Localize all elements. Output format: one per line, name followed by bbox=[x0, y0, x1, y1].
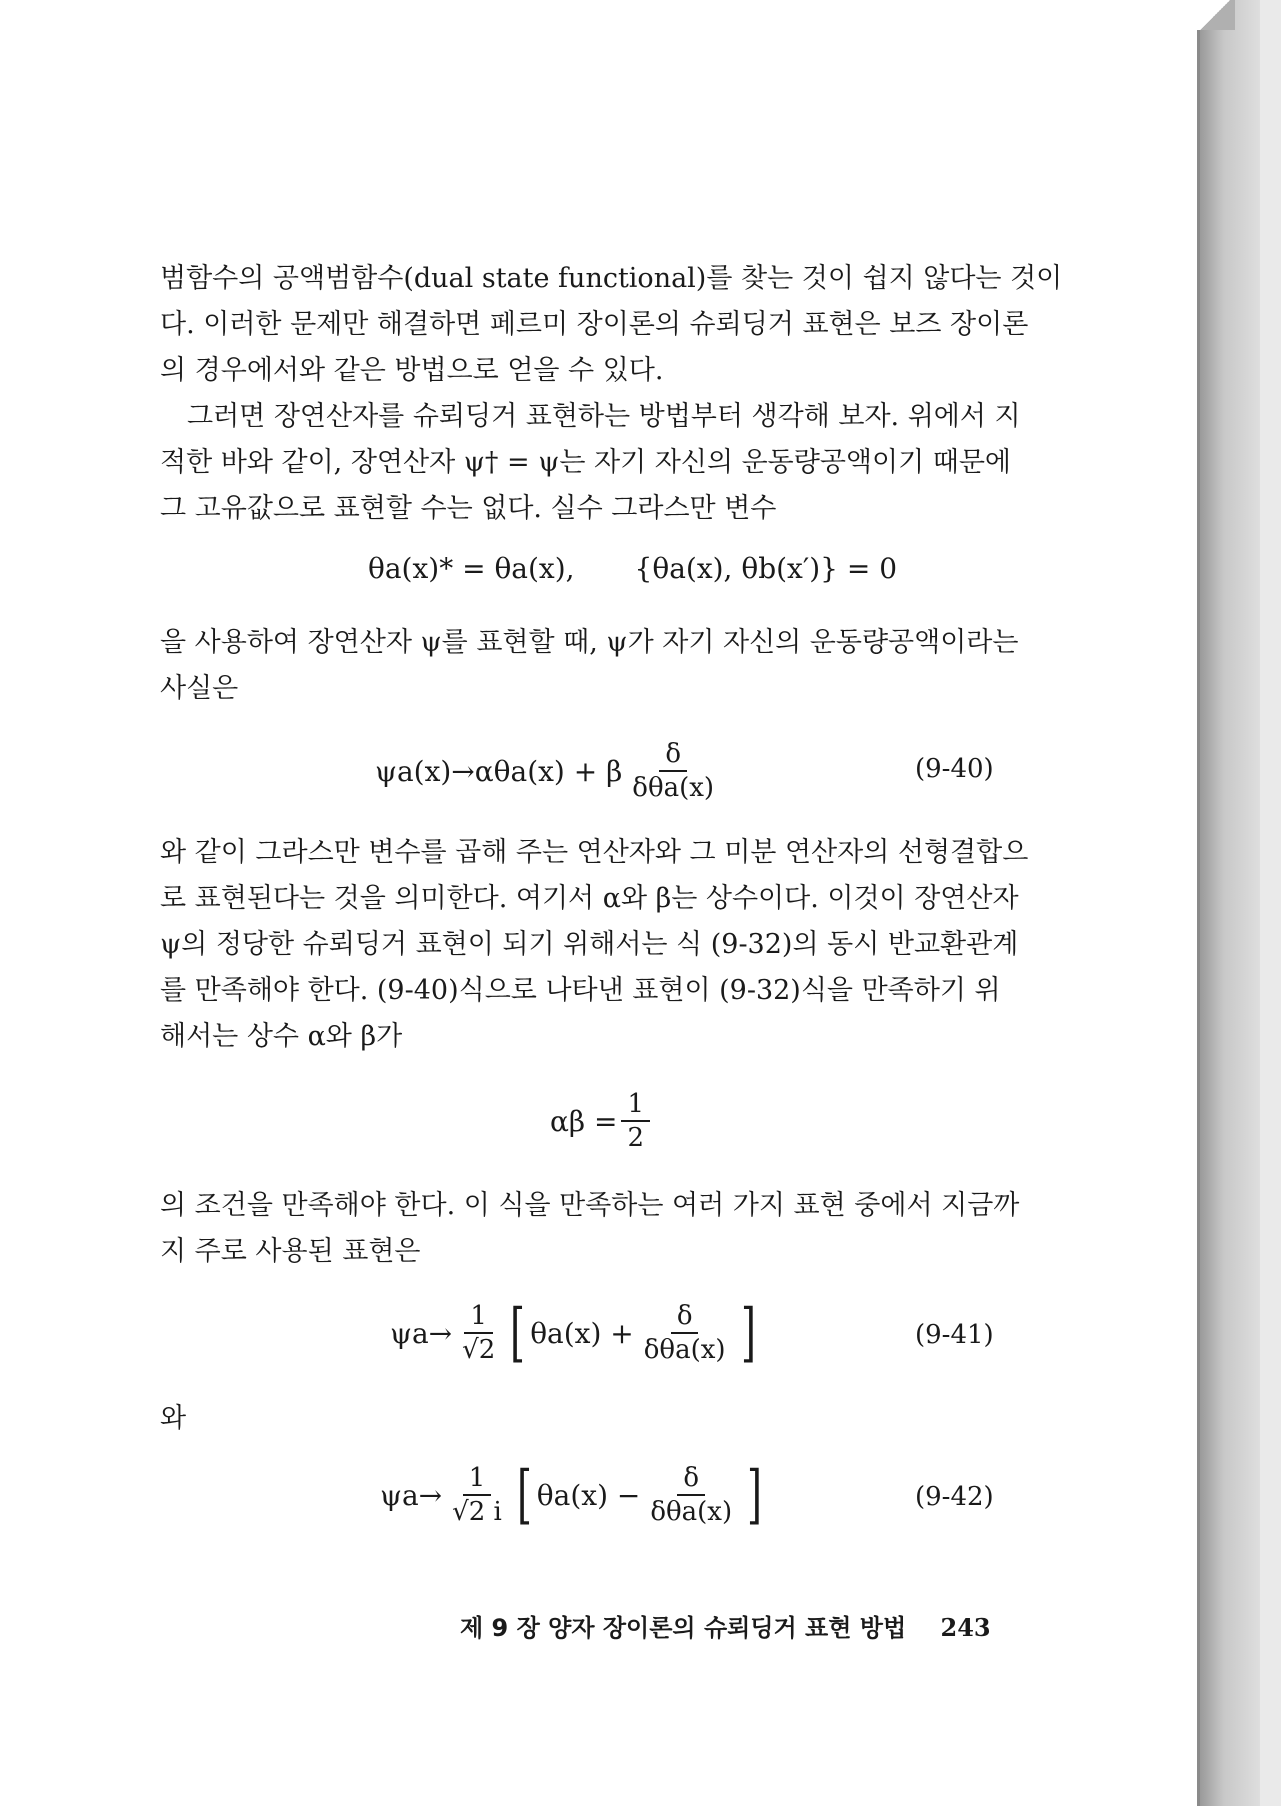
equation-lhs: αβ = bbox=[550, 1104, 618, 1138]
text-line: 의 조건을 만족해야 한다. 이 식을 만족하는 여러 가지 표현 중에서 지금까 bbox=[160, 1190, 1020, 1221]
page-curl bbox=[1195, 0, 1235, 30]
fraction-numerator: 1 bbox=[463, 1462, 492, 1496]
equation-9-41 bbox=[390, 1296, 761, 1370]
equation-alpha-beta bbox=[550, 1088, 654, 1154]
equation-number: (9-42) bbox=[915, 1482, 994, 1512]
text-line: 지 주로 사용된 표현은 bbox=[160, 1236, 421, 1267]
paragraph-6 bbox=[160, 1396, 1018, 1442]
paragraph-5 bbox=[160, 1183, 1018, 1275]
fraction-denominator: 2 bbox=[627, 1123, 645, 1153]
page-number: 243 bbox=[940, 1613, 991, 1642]
equation-lhs: ψa(x)→αθa(x) + β bbox=[375, 754, 623, 788]
text-line: 그 고유값으로 표현할 수는 없다. 실수 그라스만 변수 bbox=[160, 493, 777, 524]
prefactor-fraction bbox=[446, 1462, 508, 1528]
equation-right: {θa(x), θb(x′)} = 0 bbox=[634, 552, 898, 585]
equation-9-40 bbox=[375, 738, 724, 804]
paragraph-3 bbox=[160, 620, 1018, 712]
fraction bbox=[621, 1088, 650, 1154]
equation-number: (9-41) bbox=[915, 1320, 994, 1350]
text-line: 로 표현된다는 것을 의미한다. 여기서 α와 β는 상수이다. 이것이 장연산자 bbox=[160, 883, 1019, 914]
fraction-numerator: δ bbox=[659, 738, 687, 772]
text-line: 와 같이 그라스만 변수를 곱해 주는 연산자와 그 미분 연산자의 선형결합으 bbox=[160, 837, 1029, 868]
text-line: 해서는 상수 α와 β가 bbox=[160, 1021, 403, 1052]
text-line: 를 만족해야 한다. (9-40)식으로 나타낸 표현이 (9-32)식을 만족하기 위 bbox=[160, 975, 1001, 1006]
text-line: ψ의 정당한 슈뢰딩거 표현이 되기 위해서는 식 (9-32)의 동시 반교환관계 bbox=[160, 929, 1019, 960]
fraction bbox=[638, 1300, 732, 1366]
chapter-title: 제 9 장 양자 장이론의 슈뢰딩거 표현 방법 bbox=[460, 1614, 907, 1642]
left-bracket: [ bbox=[516, 1458, 532, 1532]
left-bracket: [ bbox=[510, 1296, 526, 1370]
page-edge-shadow bbox=[1200, 0, 1260, 1806]
fraction-numerator: 1 bbox=[621, 1088, 650, 1122]
equation-inner: θa(x) − bbox=[536, 1478, 641, 1512]
fraction-numerator: δ bbox=[671, 1300, 699, 1334]
fraction-denominator: δθa(x) bbox=[643, 1335, 726, 1365]
fraction-numerator: 1 bbox=[464, 1300, 493, 1334]
right-bracket: ] bbox=[747, 1458, 763, 1532]
equation-inner: θa(x) + bbox=[530, 1316, 634, 1350]
text-line: 범함수의 공액범함수(dual state functional)를 찾는 것이 쉽지 않다는 것이 bbox=[160, 263, 1063, 294]
equation-lhs: ψa→ bbox=[390, 1316, 453, 1350]
paragraph-1 bbox=[160, 256, 1063, 394]
text-line: 을 사용하여 장연산자 ψ를 표현할 때, ψ가 자기 자신의 운동량공액이라는 bbox=[160, 627, 1019, 658]
text-line: 그러면 장연산자를 슈뢰딩거 표현하는 방법부터 생각해 보자. 위에서 지 bbox=[187, 401, 1021, 432]
page-footer bbox=[460, 1608, 1060, 1643]
equation-left: θa(x)* = θa(x), bbox=[368, 552, 575, 585]
fraction-numerator: δ bbox=[677, 1462, 705, 1496]
equation-lhs: ψa→ bbox=[380, 1478, 443, 1512]
equation-grassmann bbox=[368, 552, 897, 585]
text-line: 의 경우에서와 같은 방법으로 얻을 수 있다. bbox=[160, 355, 664, 386]
equation-9-42 bbox=[380, 1458, 767, 1532]
paragraph-4 bbox=[160, 830, 1029, 1060]
fraction-denominator: δθa(x) bbox=[650, 1497, 733, 1527]
fraction-denominator: δθa(x) bbox=[632, 773, 715, 803]
fraction-denominator: √2 bbox=[462, 1335, 496, 1365]
prefactor-fraction bbox=[456, 1300, 501, 1366]
fraction-denominator: √2 i bbox=[452, 1497, 502, 1527]
right-bracket: ] bbox=[740, 1296, 756, 1370]
fraction bbox=[644, 1462, 738, 1528]
fraction bbox=[626, 738, 720, 804]
text-line: 와 bbox=[160, 1403, 187, 1434]
equation-number: (9-40) bbox=[915, 754, 994, 784]
text-line: 적한 바와 같이, 장연산자 ψ† = ψ는 자기 자신의 운동량공액이기 때문에 bbox=[160, 447, 1012, 478]
text-line: 사실은 bbox=[160, 673, 239, 704]
paragraph-2 bbox=[160, 394, 1021, 532]
text-line: 다. 이러한 문제만 해결하면 페르미 장이론의 슈뢰딩거 표현은 보즈 장이론 bbox=[160, 309, 1029, 340]
